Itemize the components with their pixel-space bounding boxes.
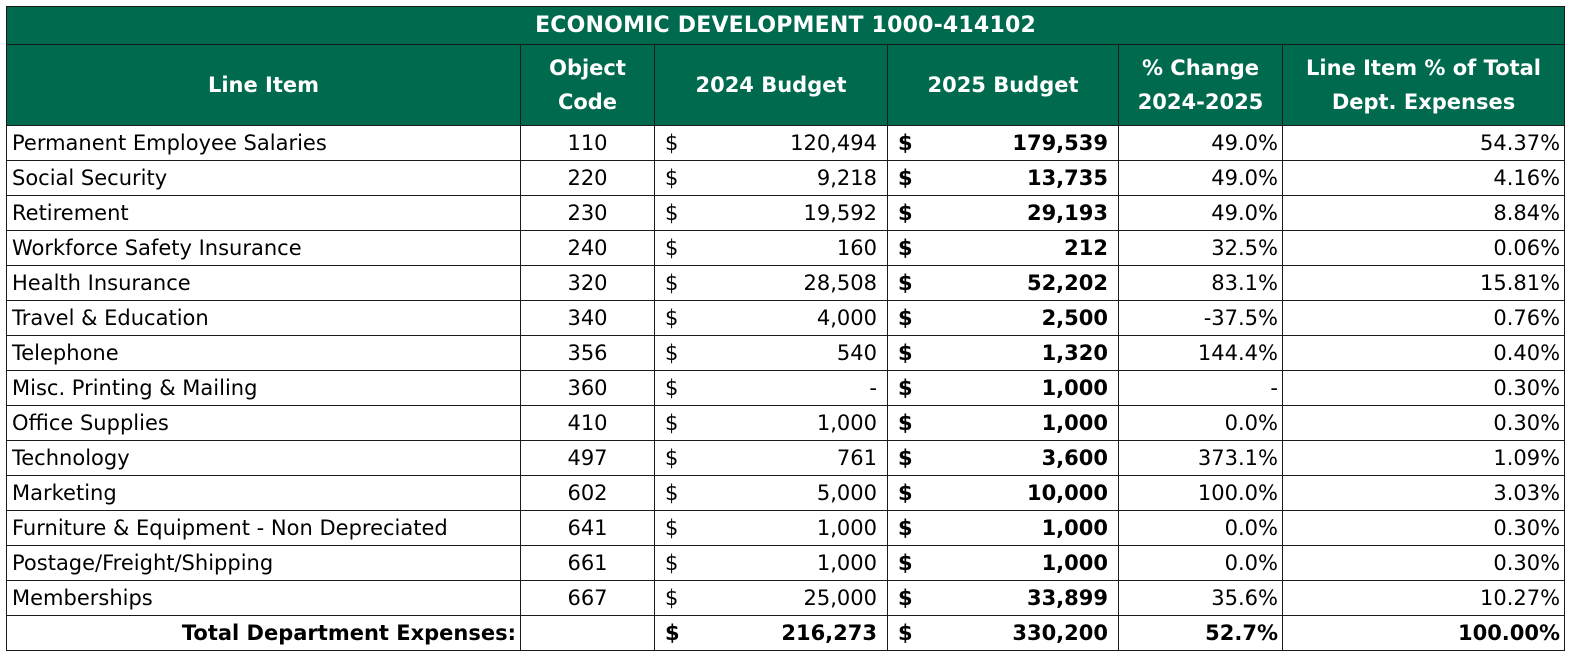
header-pct-change <box>1119 45 1283 126</box>
share-of-total: 0.06% <box>1283 231 1565 266</box>
budget-2025-amount: 1,000 <box>1041 411 1108 435</box>
pct-change: 32.5% <box>1119 231 1283 266</box>
dollar-sign: $ <box>665 306 679 330</box>
line-item-name: Misc. Printing & Mailing <box>7 371 521 406</box>
budget-2025-cell <box>888 546 1119 581</box>
budget-2024-cell <box>655 476 888 511</box>
budget-2024-amount: 1,000 <box>816 551 877 575</box>
budget-2024-amount: 120,494 <box>790 131 877 155</box>
dollar-sign: $ <box>898 481 913 505</box>
share-of-total: 0.40% <box>1283 336 1565 371</box>
budget-2024-amount: 761 <box>836 446 877 470</box>
budget-2025-cell <box>888 301 1119 336</box>
pct-change: 49.0% <box>1119 161 1283 196</box>
budget-2025-amount: 29,193 <box>1026 201 1108 225</box>
dollar-sign: $ <box>898 376 913 400</box>
dollar-sign: $ <box>898 201 913 225</box>
header-object-code-line1: Object <box>549 56 626 80</box>
dollar-sign: $ <box>665 166 679 190</box>
table-row <box>7 231 1565 266</box>
budget-2025-cell <box>888 126 1119 161</box>
object-code: 220 <box>521 161 655 196</box>
budget-2024-cell <box>655 336 888 371</box>
share-of-total: 54.37% <box>1283 126 1565 161</box>
budget-2025-cell <box>888 476 1119 511</box>
budget-2025-amount: 52,202 <box>1026 271 1108 295</box>
pct-change: 0.0% <box>1119 511 1283 546</box>
budget-2024-amount: 5,000 <box>816 481 877 505</box>
dollar-sign: $ <box>898 271 913 295</box>
budget-2024-cell <box>655 301 888 336</box>
title-row <box>7 7 1565 45</box>
line-item-name: Memberships <box>7 581 521 616</box>
budget-2024-amount: 1,000 <box>816 516 877 540</box>
budget-2025-amount: 2,500 <box>1041 306 1108 330</box>
total-label: Total Department Expenses: <box>7 616 521 651</box>
dollar-sign: $ <box>665 481 679 505</box>
pct-change: -37.5% <box>1119 301 1283 336</box>
line-item-name: Technology <box>7 441 521 476</box>
budget-2025-amount: 33,899 <box>1026 586 1108 610</box>
table-title: ECONOMIC DEVELOPMENT 1000-414102 <box>7 7 1565 45</box>
table-row <box>7 441 1565 476</box>
object-code: 240 <box>521 231 655 266</box>
object-code: 360 <box>521 371 655 406</box>
line-item-name: Telephone <box>7 336 521 371</box>
dollar-sign: $ <box>898 446 913 470</box>
share-of-total: 0.30% <box>1283 371 1565 406</box>
budget-2025-amount: 1,320 <box>1041 341 1108 365</box>
dollar-sign: $ <box>665 201 679 225</box>
budget-2025-cell <box>888 336 1119 371</box>
dollar-sign: $ <box>665 551 679 575</box>
budget-2025-cell <box>888 266 1119 301</box>
total-2024-cell <box>655 616 888 651</box>
pct-change: 0.0% <box>1119 546 1283 581</box>
table-row <box>7 476 1565 511</box>
table-row <box>7 196 1565 231</box>
dollar-sign: $ <box>898 621 913 645</box>
dollar-sign: $ <box>898 306 913 330</box>
dollar-sign: $ <box>898 586 913 610</box>
pct-change: 83.1% <box>1119 266 1283 301</box>
object-code: 340 <box>521 301 655 336</box>
table-row <box>7 546 1565 581</box>
line-item-name: Retirement <box>7 196 521 231</box>
dollar-sign: $ <box>665 236 679 260</box>
header-line-item-share <box>1283 45 1565 126</box>
budget-2025-cell <box>888 441 1119 476</box>
budget-sheet <box>6 6 1564 651</box>
budget-2024-cell <box>655 231 888 266</box>
share-of-total: 0.30% <box>1283 511 1565 546</box>
object-code: 110 <box>521 126 655 161</box>
pct-change: 100.0% <box>1119 476 1283 511</box>
total-pct-change: 52.7% <box>1119 616 1283 651</box>
line-item-name: Furniture & Equipment - Non Depreciated <box>7 511 521 546</box>
budget-2025-amount: 179,539 <box>1012 131 1108 155</box>
object-code: 356 <box>521 336 655 371</box>
object-code: 641 <box>521 511 655 546</box>
header-share-line1: Line Item % of Total <box>1306 56 1541 80</box>
table-row <box>7 406 1565 441</box>
budget-2025-cell <box>888 581 1119 616</box>
pct-change: 49.0% <box>1119 196 1283 231</box>
budget-2025-cell <box>888 371 1119 406</box>
table-row <box>7 126 1565 161</box>
header-share-line2: Dept. Expenses <box>1331 90 1516 114</box>
dollar-sign: $ <box>898 166 913 190</box>
header-2025-budget: 2025 Budget <box>888 45 1119 126</box>
budget-2024-amount: 1,000 <box>816 411 877 435</box>
budget-2025-amount: 3,600 <box>1041 446 1108 470</box>
share-of-total: 3.03% <box>1283 476 1565 511</box>
header-line-item: Line Item <box>7 45 521 126</box>
pct-change: 49.0% <box>1119 126 1283 161</box>
dollar-sign: $ <box>898 516 913 540</box>
line-item-name: Permanent Employee Salaries <box>7 126 521 161</box>
budget-2024-cell <box>655 581 888 616</box>
header-object-code-line2: Code <box>557 90 618 114</box>
budget-2025-amount: 10,000 <box>1026 481 1108 505</box>
budget-2024-amount: 4,000 <box>816 306 877 330</box>
budget-2024-cell <box>655 511 888 546</box>
object-code: 230 <box>521 196 655 231</box>
share-of-total: 10.27% <box>1283 581 1565 616</box>
line-item-name: Travel & Education <box>7 301 521 336</box>
object-code: 320 <box>521 266 655 301</box>
line-item-name: Health Insurance <box>7 266 521 301</box>
table-row <box>7 371 1565 406</box>
dollar-sign: $ <box>665 271 679 295</box>
budget-2024-amount: 540 <box>836 341 877 365</box>
budget-2024-cell <box>655 161 888 196</box>
budget-2024-cell <box>655 546 888 581</box>
budget-2025-amount: 1,000 <box>1041 376 1108 400</box>
pct-change: 35.6% <box>1119 581 1283 616</box>
line-item-name: Marketing <box>7 476 521 511</box>
object-code: 602 <box>521 476 655 511</box>
table-body <box>7 126 1565 651</box>
budget-2025-amount: 13,735 <box>1026 166 1108 190</box>
share-of-total: 0.30% <box>1283 406 1565 441</box>
share-of-total: 15.81% <box>1283 266 1565 301</box>
budget-2024-cell <box>655 371 888 406</box>
budget-2024-amount: 160 <box>836 236 877 260</box>
budget-2024-cell <box>655 126 888 161</box>
budget-table <box>6 6 1565 651</box>
dollar-sign: $ <box>898 551 913 575</box>
dollar-sign: $ <box>665 341 679 365</box>
budget-2024-cell <box>655 196 888 231</box>
pct-change: - <box>1119 371 1283 406</box>
object-code: 497 <box>521 441 655 476</box>
dollar-sign: $ <box>898 411 913 435</box>
share-of-total: 1.09% <box>1283 441 1565 476</box>
object-code: 661 <box>521 546 655 581</box>
total-2025-amount: 330,200 <box>1012 621 1108 645</box>
dollar-sign: $ <box>665 446 679 470</box>
budget-2025-cell <box>888 406 1119 441</box>
header-2024-budget: 2024 Budget <box>655 45 888 126</box>
budget-2025-amount: 1,000 <box>1041 516 1108 540</box>
total-2025-cell <box>888 616 1119 651</box>
header-pct-change-line2: 2024-2025 <box>1137 90 1264 114</box>
table-row <box>7 301 1565 336</box>
budget-2025-cell <box>888 511 1119 546</box>
share-of-total: 0.76% <box>1283 301 1565 336</box>
pct-change: 373.1% <box>1119 441 1283 476</box>
total-share: 100.00% <box>1283 616 1565 651</box>
object-code: 667 <box>521 581 655 616</box>
dollar-sign: $ <box>665 516 679 540</box>
header-pct-change-line1: % Change <box>1141 56 1260 80</box>
dollar-sign: $ <box>665 586 679 610</box>
dollar-sign: $ <box>898 236 913 260</box>
line-item-name: Postage/Freight/Shipping <box>7 546 521 581</box>
budget-2025-cell <box>888 196 1119 231</box>
budget-2024-cell <box>655 266 888 301</box>
share-of-total: 4.16% <box>1283 161 1565 196</box>
table-row <box>7 266 1565 301</box>
budget-2025-amount: 1,000 <box>1041 551 1108 575</box>
dollar-sign: $ <box>665 131 679 155</box>
pct-change: 0.0% <box>1119 406 1283 441</box>
dollar-sign: $ <box>665 621 680 645</box>
dollar-sign: $ <box>665 376 679 400</box>
budget-2025-cell <box>888 161 1119 196</box>
budget-2024-amount: 28,508 <box>803 271 877 295</box>
header-object-code <box>521 45 655 126</box>
dollar-sign: $ <box>898 341 913 365</box>
header-row <box>7 45 1565 126</box>
total-object-code <box>521 616 655 651</box>
share-of-total: 8.84% <box>1283 196 1565 231</box>
budget-2024-amount: 25,000 <box>803 586 877 610</box>
dollar-sign: $ <box>665 411 679 435</box>
line-item-name: Social Security <box>7 161 521 196</box>
pct-change: 144.4% <box>1119 336 1283 371</box>
table-row <box>7 581 1565 616</box>
budget-2024-cell <box>655 406 888 441</box>
table-row <box>7 161 1565 196</box>
line-item-name: Office Supplies <box>7 406 521 441</box>
budget-2024-amount: 19,592 <box>803 201 877 225</box>
budget-2024-amount: 9,218 <box>816 166 877 190</box>
table-row <box>7 511 1565 546</box>
dollar-sign: $ <box>898 131 913 155</box>
budget-2024-cell <box>655 441 888 476</box>
line-item-name: Workforce Safety Insurance <box>7 231 521 266</box>
table-row <box>7 336 1565 371</box>
total-row <box>7 616 1565 651</box>
budget-2025-amount: 212 <box>1064 236 1108 260</box>
share-of-total: 0.30% <box>1283 546 1565 581</box>
object-code: 410 <box>521 406 655 441</box>
budget-2024-amount: - <box>869 376 877 400</box>
total-2024-amount: 216,273 <box>781 621 877 645</box>
budget-2025-cell <box>888 231 1119 266</box>
